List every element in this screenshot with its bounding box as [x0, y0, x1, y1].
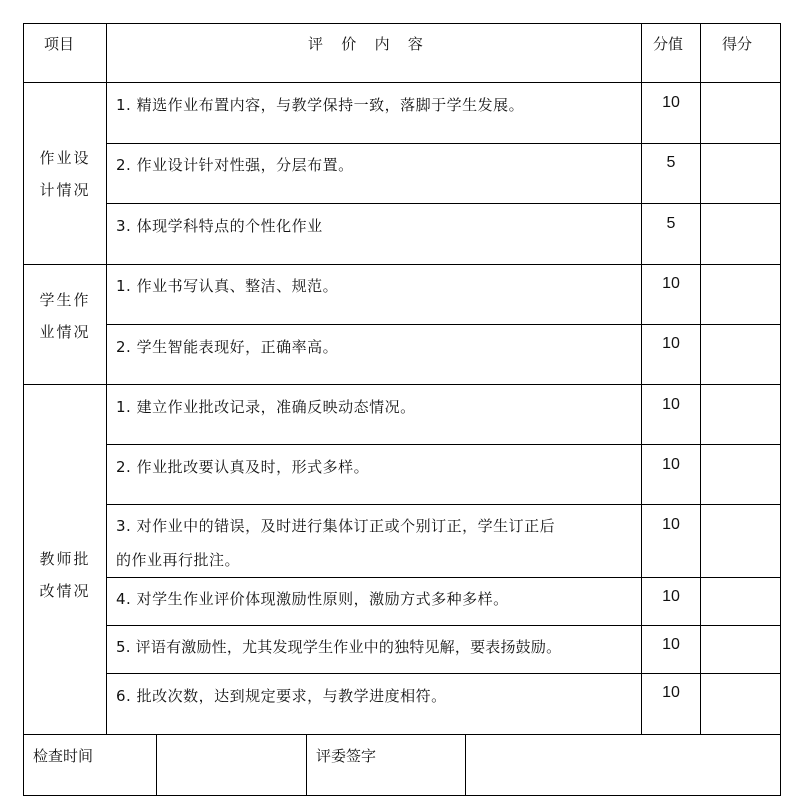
item-points: 10: [662, 588, 680, 605]
section-divider: [23, 384, 781, 385]
item-points: 10: [662, 636, 680, 653]
row-divider: [106, 143, 781, 144]
footer-divider: [23, 734, 781, 735]
item-points: 10: [662, 516, 680, 533]
category-label: [25, 142, 105, 206]
item-text: 1. 精选作业布置内容，与教学保持一致，落脚于学生发展。: [116, 96, 525, 114]
row-divider: [106, 577, 781, 578]
header-content: 评 价 内 容: [308, 35, 424, 53]
footer-col-divider: [465, 734, 466, 796]
table-border-left: [23, 23, 24, 796]
item-points: 10: [662, 275, 680, 292]
category-line: 业情况: [39, 323, 91, 341]
header-score-value: 分值: [653, 35, 684, 53]
row-divider: [106, 504, 781, 505]
category-line: 教师批: [39, 550, 91, 568]
category-line: 改情况: [39, 582, 91, 600]
row-divider: [106, 444, 781, 445]
category-label: [25, 543, 105, 607]
item-points: 10: [662, 684, 680, 701]
table-border-bottom: [23, 795, 781, 796]
item-text: 2. 作业批改要认真及时，形式多样。: [116, 458, 370, 476]
item-points: 10: [662, 456, 680, 473]
item-points: 5: [666, 215, 676, 232]
footer-col-divider: [306, 734, 307, 796]
category-label: [25, 284, 105, 348]
table-border-right: [780, 23, 781, 796]
header-score-got: 得分: [722, 35, 753, 53]
category-line: 学生作: [39, 291, 91, 309]
row-divider: [106, 625, 781, 626]
item-points: 5: [666, 154, 676, 171]
item-points: 10: [662, 396, 680, 413]
col-divider-score: [700, 23, 701, 735]
row-divider: [106, 203, 781, 204]
item-text: 6. 批改次数，达到规定要求，与教学进度相符。: [116, 687, 447, 705]
item-text: 5. 评语有激励性，尤其发现学生作业中的独特见解，要表扬鼓励。: [116, 638, 562, 656]
item-points: 10: [662, 335, 680, 352]
row-divider: [106, 673, 781, 674]
item-text: 3. 体现学科特点的个性化作业: [116, 217, 323, 235]
item-points: 10: [662, 94, 680, 111]
item-text: 1. 作业书写认真、整洁、规范。: [116, 277, 339, 295]
check-time-label: 检查时间: [33, 747, 94, 765]
item-text-continued: 的作业再行批注。: [116, 551, 241, 569]
header-project: 项目: [44, 35, 75, 53]
item-text: 4. 对学生作业评价体现激励性原则，激励方式多种多样。: [116, 590, 509, 608]
col-divider-points: [641, 23, 642, 735]
footer-col-divider: [156, 734, 157, 796]
row-divider: [106, 324, 781, 325]
category-line: 计情况: [39, 181, 91, 199]
item-text: 2. 学生智能表现好，正确率高。: [116, 338, 339, 356]
item-text: 2. 作业设计针对性强，分层布置。: [116, 156, 354, 174]
table-border-top: [23, 23, 781, 24]
judge-sign-label: 评委签字: [316, 747, 377, 765]
col-divider-category: [106, 23, 107, 735]
item-text: 3. 对作业中的错误，及时进行集体订正或个别订正，学生订正后: [116, 517, 556, 535]
item-text: 1. 建立作业批改记录，准确反映动态情况。: [116, 398, 416, 416]
header-divider: [23, 82, 781, 83]
category-line: 作业设: [39, 149, 91, 167]
section-divider: [23, 264, 781, 265]
